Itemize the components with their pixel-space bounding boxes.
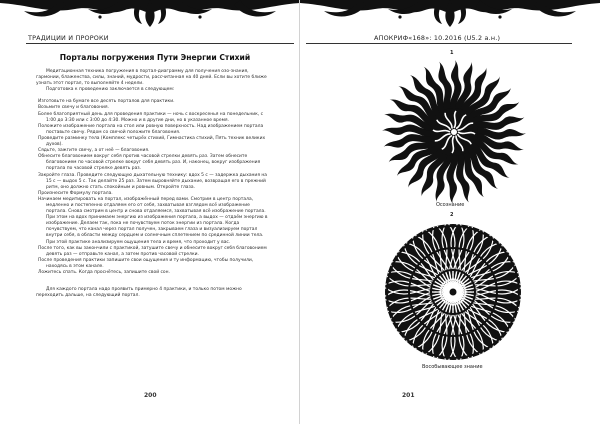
chapter-title: Порталы погружения Пути Энергии Стихий	[59, 53, 251, 62]
body-paragraph: Обнесите благовонием вокруг себя против часовой стрелки девять раз. Затем обнесите благовонием по часовой стрелке вокруг себя девять раз. И, наконец, вокруг изображения портала по часовой стрелке девять раз.	[38, 154, 261, 172]
body-paragraph: Более благоприятный день для проведения практики — ночь с воскресенья на понедельник, с 1:00 до 3:30 или с 3:00 до 4:30. Можно и в другие дни, но в указанное время.	[38, 111, 264, 123]
sun-mandala-icon	[380, 58, 528, 206]
figure-1-number: 1	[450, 50, 454, 56]
body-paragraph: Изготовьте на бумаге все десять порталов для практики.	[38, 99, 175, 105]
running-head-right: АПОКРИФ«168»: 10.2016 (U5.2 а.н.)	[374, 34, 501, 42]
running-head-left: ТРАДИЦИИ И ПРОРОКИ	[28, 34, 109, 42]
body-paragraph: Начинаем медитировать на портал, изображённый перед вами. Смотрим в центр портала, медленно и постепенно отдаляем его от себя, захватывая взглядом всё изображение портала. Снова смотрим в центр и снова отдаляемся, захватывая всё изображение портала. При этом на вдох принимаем энергию из изображения портала, а выдох — отдаём энергию в изображение. Делаем так, пока не почувствуем поток энергии из портала. Когда почувствуем, что канал через портал получен, закрываем глаза и визуализируем портал внутри себя, в области между сердцем и солнечным сплетением по срединной линии тела. При этой практике анализируем ощущения тела и время, что проходит у вас.	[38, 196, 268, 245]
page-number-right: 201	[402, 392, 415, 399]
tribal-ornament-icon	[300, 0, 600, 32]
figure-2-number: 2	[450, 212, 454, 218]
figure-1-caption: Осознание	[436, 202, 465, 208]
body-paragraph: Положите изображение портала на стол или ровную поверхность. Над изображением портала поставьте свечу. Рядом со свечой положите благовония.	[38, 123, 264, 135]
body-paragraph: Закройте глаза. Проведите следующую дыхательную технику: вдох 5 с — задержка дыхания на 15 с — выдох 5 с. Так делайте 25 раз. Затем выровняйте дыхание, возвращая его в прежний ритм, оно должно стать спокойным и ровным. Откройте глаза.	[38, 172, 268, 190]
body-paragraph: Ложитесь спать. Когда проснётесь, запишите свой сон.	[38, 270, 170, 275]
body-paragraph: Подготовка к проведению заключается в следующем:	[46, 87, 175, 93]
paragraph-gap	[36, 276, 268, 282]
figure-2-caption: Вособывающее знание	[422, 364, 483, 370]
body-text	[36, 69, 268, 299]
tribal-ornament-icon	[0, 0, 300, 32]
body-paragraph: Для каждого портала надо проявить примерно 4 практики, и только потом можно переходить дальше, на следующий портал.	[36, 287, 242, 299]
body-paragraph: Сядьте, зажгите свечу, а от неё — благовония.	[38, 148, 150, 154]
body-paragraph: Проведите разминку тела (Комплекс четырёх стихий, Гимнастика стихий, Пять техник великих духов).	[38, 135, 266, 148]
header-rule-right	[306, 43, 572, 44]
body-paragraph: После проведения практики запишите свои ощущения и ту информацию, чтобы получили, находясь в этом канале.	[38, 257, 254, 269]
spiral-mandala-icon	[383, 222, 523, 362]
body-paragraph: После того, как вы закончили с практикой, затушите свечу и обнесите вокруг себя благовонием девять раз — отправьте канал, а затем против часовой стрелки.	[38, 245, 267, 257]
body-paragraph: Возьмите свечу и благовония.	[38, 105, 109, 111]
body-paragraph: Произнесите Формулу портала.	[38, 190, 113, 196]
right-page	[300, 0, 600, 424]
page-number-left: 200	[144, 392, 157, 399]
body-paragraph: Медитационная техника погружения в портал-диаграмму для получения озо-знания, гармонии, блаженства, силы, знаний, мудрости, рассчитанная на 40 дней. Если вы хотите ближе узнать этот портал, то выполняйте 4 недели.	[36, 69, 267, 87]
header-rule-left	[26, 43, 294, 44]
